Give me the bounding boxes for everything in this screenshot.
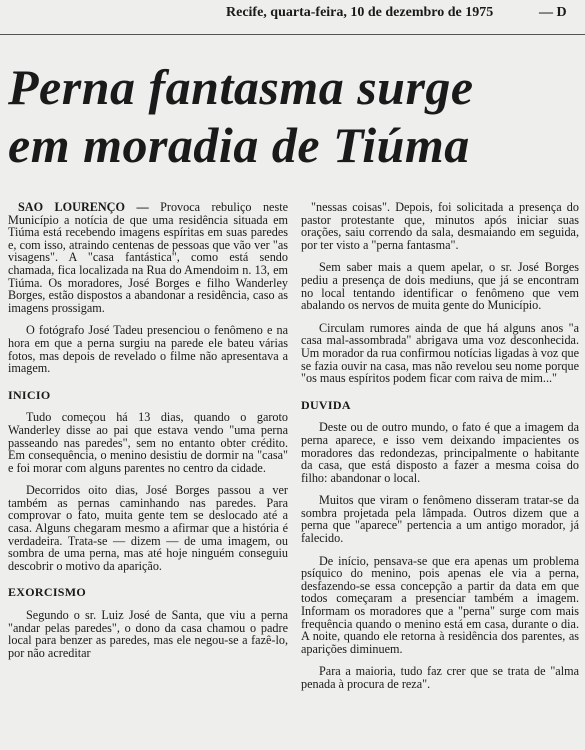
subheading-inicio: INICIO bbox=[8, 387, 51, 402]
article-paragraph: O fotógrafo José Tadeu presenciou o fenômeno e na hora em que a perna surgiu na parede ele bateu várias fotos, mas depois de revelado o filme não apresentava a imagem. bbox=[8, 323, 288, 376]
subheading-exorcismo: EXORCISMO bbox=[8, 585, 87, 600]
subheading-duvida: DUVIDA bbox=[301, 397, 351, 412]
dateline: Recife, quarta-feira, 10 de dezembro de 1975 bbox=[226, 5, 494, 20]
article-paragraph: "nessas coisas". Depois, foi solicitada a presença do pastor protestante que, minutos após iniciar suas orações, saiu correndo da sala, desmaiando em seguida, por ter visto a "perna fantasma". bbox=[301, 200, 579, 252]
page-header bbox=[0, 0, 585, 26]
left-column bbox=[8, 201, 288, 669]
headline-line-2: em moradia de Tiúma bbox=[8, 117, 470, 173]
article-paragraph: De início, pensava-se que era apenas um problema psíquico do menino, pois apenas ele via a perna, desfazendo-se essa concepção a partir da data em que todos começaram a presenciar também a imagem. Informam os moradores que a "perna" surge com mais frequência quando o menino está em casa, durante o dia. A noite, quando ele retorna à residência dos parentes, as aparições diminuem. bbox=[301, 553, 579, 656]
article-paragraph: Para a maioria, tudo faz crer que se trata de "alma penada à procura de reza". bbox=[301, 664, 579, 691]
article-paragraph bbox=[8, 201, 288, 314]
article-paragraph-text: Provoca rebuliço neste Município a notícia de que uma residência situada em Tiúma está recebendo imagens espíritas em suas paredes e, com isso, atraindo centenas de pessoas que vão ver "as visagens". A "casa fantástica", como está sendo chamada, fica localizada na Rua do Amendoim n. 13, em Tiúma. Os moradores, José Borges e filho Wanderley Borges, estão dispostos a abandonar a residência, caso as imagens prossigam. bbox=[8, 200, 288, 315]
article-paragraph: Segundo o sr. Luiz José de Santa, que viu a perna "andar pelas paredes", o dono da casa chamou o padre local para benzer as paredes, mas ele negou-se a fazê-lo, por não acreditar bbox=[8, 608, 288, 660]
article-paragraph: Sem saber mais a quem apelar, o sr. José Borges pediu a presença de dois mediuns, que já se encontram no local tentando identificar o fenômeno que vem abalando os nervos de muita gente do Município. bbox=[301, 260, 579, 313]
article-paragraph: Tudo começou há 13 dias, quando o garoto Wanderley disse ao pai que estava vendo "uma perna passeando nas paredes", sem no entanto obter crédito. Em consequência, o menino desistiu de dormir na "casa" e foi morar com alguns parentes no centro da cidade. bbox=[8, 410, 288, 475]
article-paragraph: Circulam rumores ainda de que há alguns anos "a casa mal-assombrada" abrigava uma voz desconhecida. Um morador da rua confirmou notícias ligadas à voz que se fazia ouvir na casa, mas não revelou seu nome porque "os maus espíritos podem ficar com raiva de mim..." bbox=[301, 320, 579, 386]
article-paragraph: Muitos que viram o fenômeno disseram tratar-se da sombra projetada pela lâmpada. Outros dizem que a perna que "aparece" pertencia a um antigo morador, já falecido. bbox=[301, 493, 579, 546]
header-rule bbox=[0, 34, 585, 35]
headline bbox=[8, 58, 583, 174]
right-column bbox=[301, 201, 579, 701]
section-mark: — D bbox=[539, 5, 567, 20]
article-paragraph: Decorridos oito dias, José Borges passou a ver também as pernas caminhando nas paredes. Para comprovar o fato, muita gente tem se deslocado até a casa. Alguns chegaram mesmo a afirmar que a história é verdadeira. Trata-se — dizem — de uma imagem, ou sombra de uma perna, mas até hoje ninguém conseguiu descobrir o motivo da aparição. bbox=[8, 483, 288, 573]
headline-line-1: Perna fantasma surge bbox=[8, 59, 474, 115]
article-lead: SAO LOURENÇO — bbox=[18, 200, 149, 214]
article-paragraph: Deste ou de outro mundo, o fato é que a imagem da perna aparece, e isso vem deixando impacientes os moradores das redondezas, principalmente o habitante da casa, que está disposto a fazer a mesma coisa do filho: abandonar o local. bbox=[301, 420, 579, 485]
